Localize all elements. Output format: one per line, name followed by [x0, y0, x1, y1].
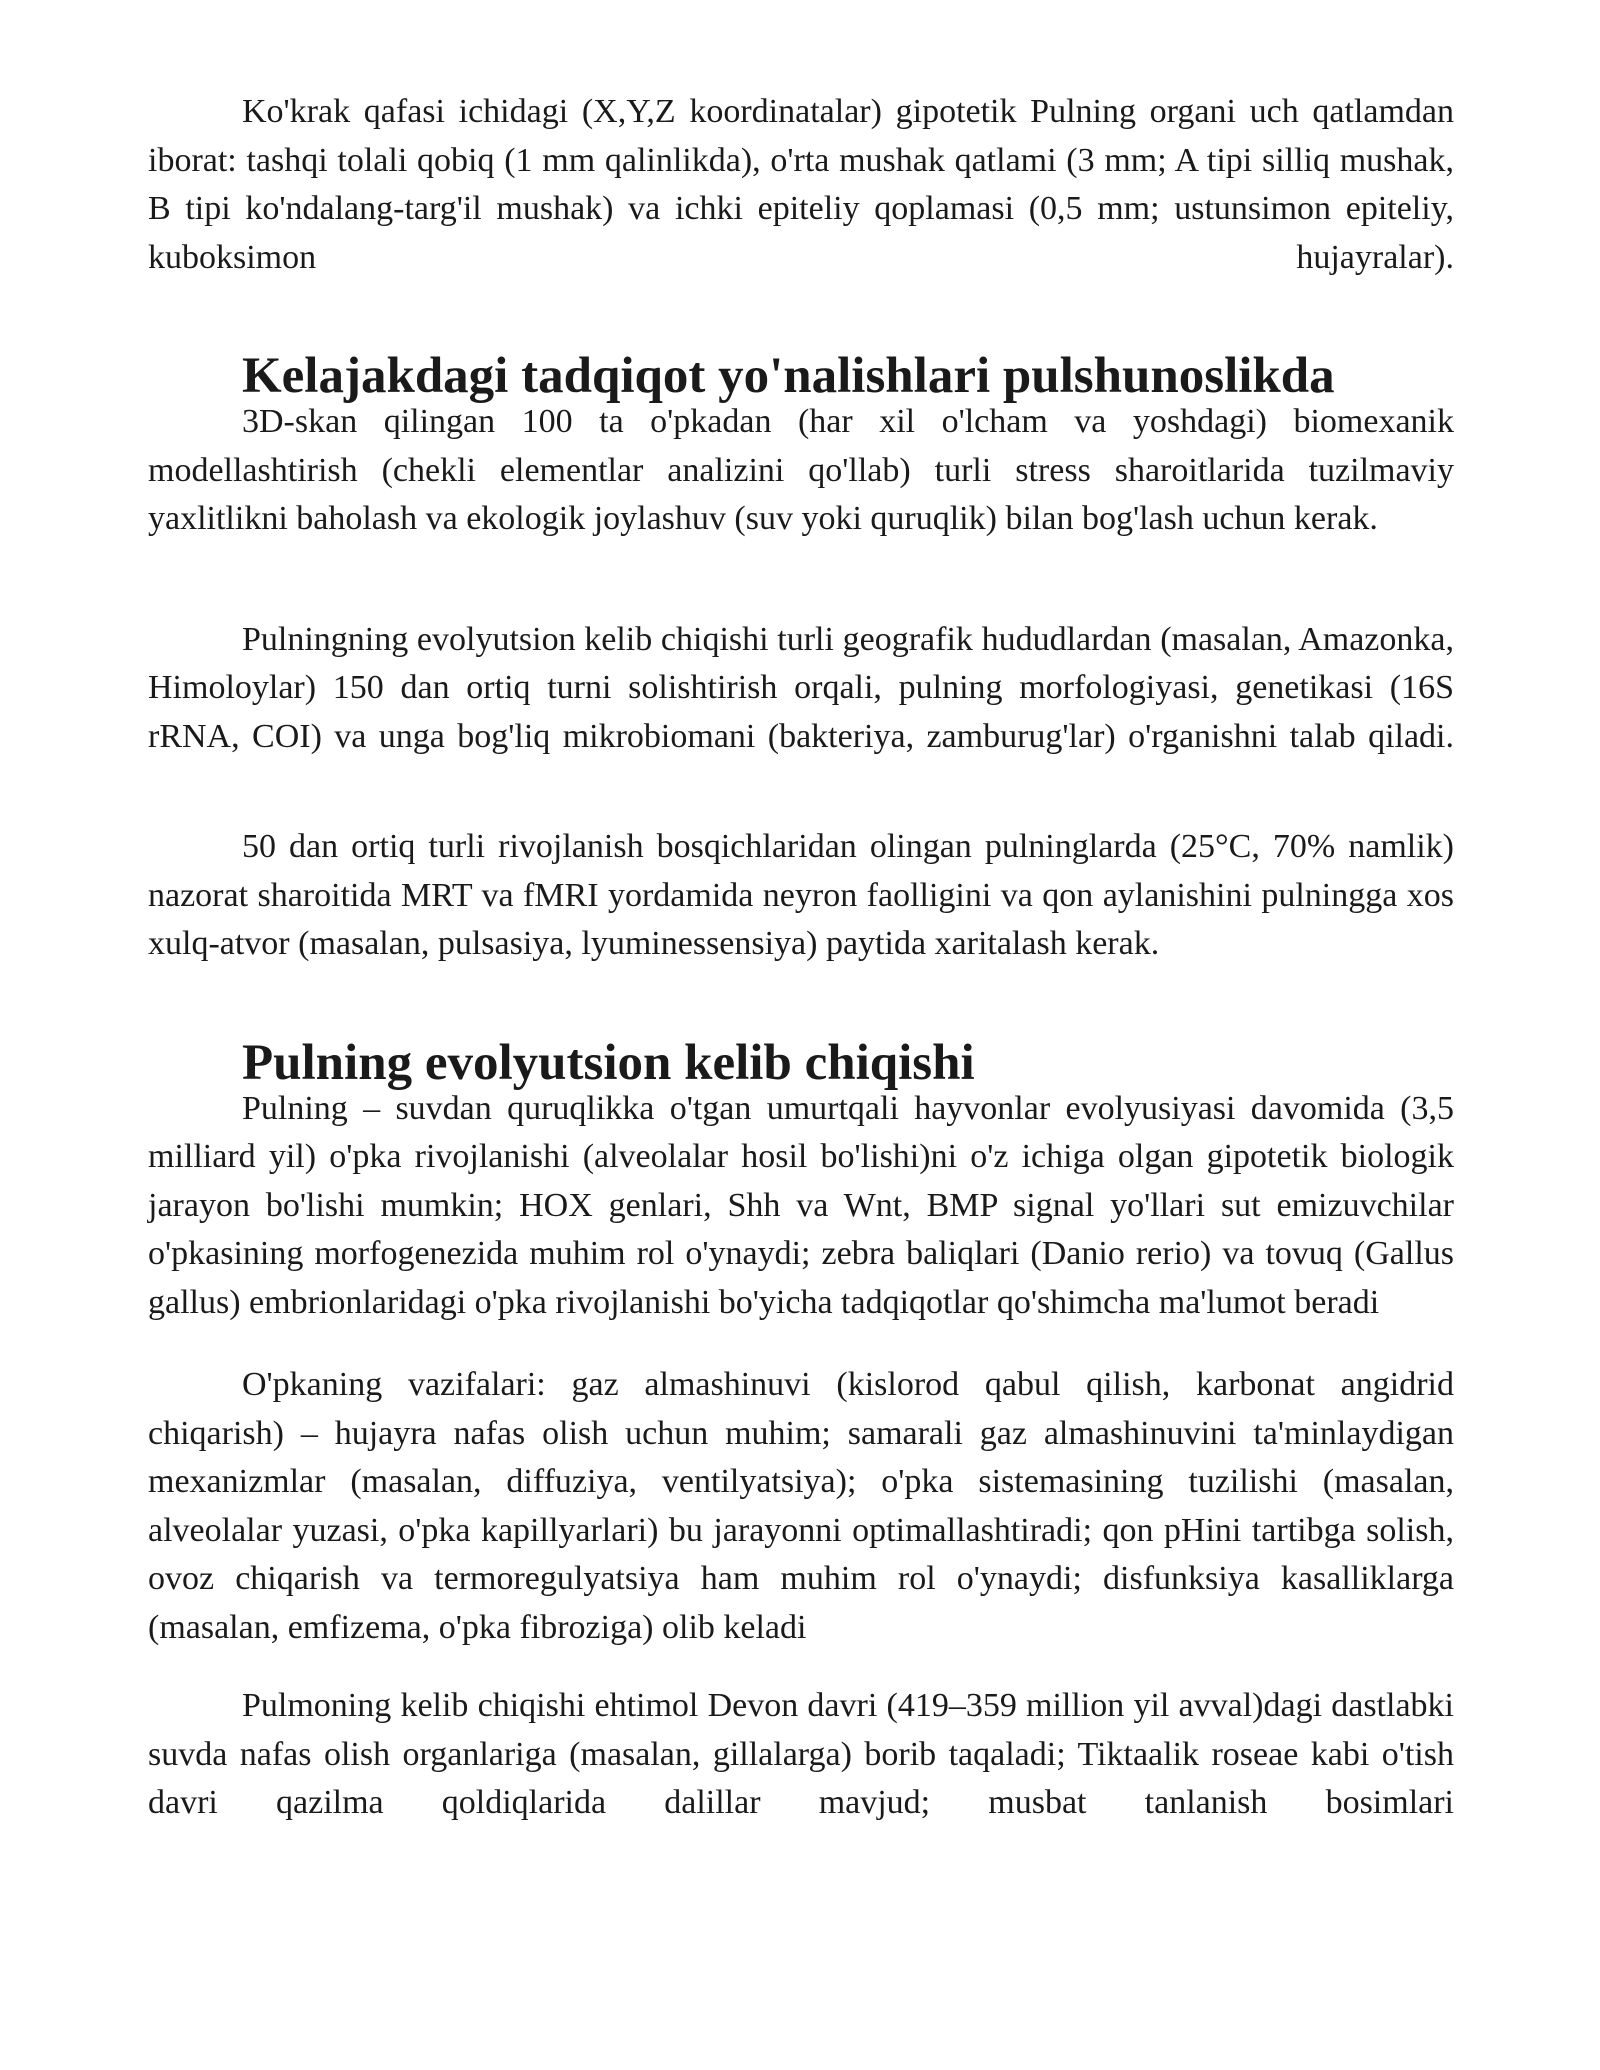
paragraph-lung-functions: O'pkaning vazifalari: gaz almashinuvi (kislorod qabul qilish, karbonat angidrid chiqarish) – hujayra nafas olish uchun muhim; samarali gaz almashinuvini ta'minlaydigan mexanizmlar (masalan, diffuziya, ventilyatsiya); o'pka sistemasining tuzilishi (masalan, alveolalar yuzasi, o'pka kapillyarlari) bu jarayonni optimallashtiradi; qon pHini tartibga solish, ovoz chiqarish va termoregulyatsiya ham muhim rol o'ynaydi; disfunksiya kasalliklarga (masalan, emfizema, o'pka fibroziga) olib keladi [148, 1366, 1454, 1646]
spacer [148, 1327, 1454, 1361]
paragraph-evolutionary-comparison: Pulningning evolyutsion kelib chiqishi turli geografik hududlardan (masalan, Amazonka, Himoloylar) 150 dan ortiq turni solishtirish orqali, pulning morfologiyasi, genetikasi (16S rRNA, COI) va unga bog'liq mikrobiomani (bakteriya, zamburug'lar) o'rganishni talab qiladi. [148, 620, 1454, 755]
paragraph-pulmo-origin: Pulmoning kelib chiqishi ehtimol Devon davri (419–359 million yil avval)dagi dastlabki suvda nafas olish organlariga (masalan, gillalarga) borib taqaladi; Tiktaalik roseae kabi o'tish davri qazilma qoldiqlarida dalillar mavjud; musbat tanlanish bosimlari [148, 1687, 1454, 1821]
spacer [148, 969, 1454, 1041]
paragraph-mri-mapping: 50 dan ortiq turli rivojlanish bosqichlaridan olingan pulninglarda (25°C, 70% namlik) nazorat sharoitida MRT va fMRI yordamida neyron faolligini va qon aylanishini pulningga xos xulq-atvor (masalan, pulsasiya, lyuminessensiya) paytida xaritalash kerak. [148, 828, 1454, 962]
spacer [148, 282, 1454, 354]
section-heading-future-research: Kelajakdagi tadqiqot yo'nalishlari pulshunoslikda [242, 348, 1335, 404]
spacer [148, 1652, 1454, 1682]
paragraph-biomechanical-modeling: 3D-skan qilingan 100 ta o'pkadan (har xil o'lcham va yoshdagi) biomexanik modellashtirish (chekli elementlar analizini qo'llab) turli stress sharoitlarida tuzilmaviy yaxlitlikni baholash va ekologik joylashuv (suv yoki quruqlik) bilan bog'lash uchun kerak. [148, 403, 1454, 537]
spacer [148, 544, 1454, 616]
paragraph-lung-development: Pulning – suvdan quruqlikka o'tgan umurtqali hayvonlar evolyusiyasi davomida (3,5 milliard yil) o'pka rivojlanishi (alveolalar hosil bo'lishi)ni o'z ichiga olgan gipotetik biologik jarayon bo'lishi mumkin; HOX genlari, Shh va Wnt, BMP signal yo'llari sut emizuvchilar o'pkasining morfogenezida muhim rol o'ynaydi; zebra baliqlari (Danio rerio) va tovuq (Gallus gallus) embrionlaridagi o'pka rivojlanishi bo'yicha tadqiqotlar qo'shimcha ma'lumot beradi [148, 1089, 1454, 1321]
document-page [148, 88, 1454, 1828]
spacer [148, 761, 1454, 823]
paragraph-organ-structure: Ko'krak qafasi ichidagi (X,Y,Z koordinatalar) gipotetik Pulning organi uch qatlamdan iborat: tashqi tolali qobiq (1 mm qalinlikda), o'rta mushak qatlami (3 mm; A tipi silliq mushak, B tipi ko'ndalang-targ'il mushak) va ichki epiteliy qoplamasi (0,5 mm; ustunsimon epiteliy, kuboksimon hujayralar). [148, 93, 1454, 276]
section-heading-evolutionary-origin: Pulning evolyutsion kelib chiqishi [242, 1034, 975, 1091]
